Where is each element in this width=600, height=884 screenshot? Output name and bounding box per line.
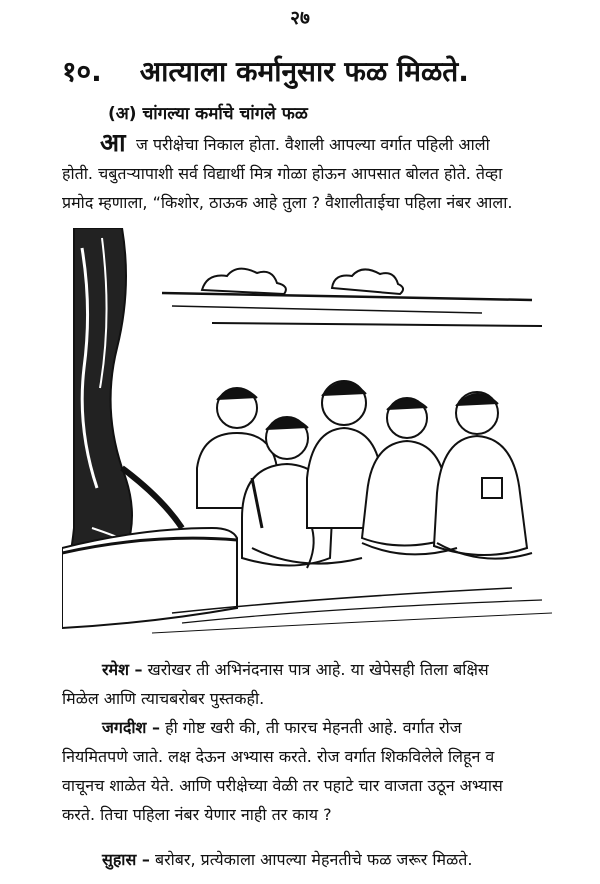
dialogue-jagdish (62, 713, 562, 829)
intro-line-2: होती. चबुतऱ्यापाशी सर्व विद्यार्थी मित्र गोळा होऊन आपसात बोलत होते. तेव्हा (62, 164, 503, 183)
intro-line-3: प्रमोद म्हणाला, “किशोर, ठाऊक आहे तुला ? वैशालीताईचा पहिला नंबर आला. (62, 193, 513, 212)
dialogue-line: मिळेल आणि त्याचबरोबर पुस्तकही. (62, 689, 265, 708)
dialogue-line (62, 713, 562, 742)
dialogue-text: खरोखर ती अभिनंदनास पात्र आहे. या खेपेसही तिला बक्षिस (147, 660, 489, 679)
students-under-tree-illustration (62, 228, 562, 648)
page-number: २७ (290, 7, 310, 29)
dialogue-line: नियमितपणे जाते. लक्ष देऊन अभ्यास करते. रोज वर्गात शिकविलेले लिहून व (62, 747, 495, 766)
dialogue-suhas (62, 845, 562, 874)
chapter-title (62, 52, 582, 90)
dialogue-line (62, 655, 562, 684)
chapter-number: १०. (62, 55, 102, 88)
speaker-name: रमेश – (102, 660, 143, 679)
speaker-name: जगदीश – (102, 718, 160, 737)
dialogue-text: ही गोष्ट खरी की, ती फारच मेहनती आहे. वर्गात रोज (165, 718, 462, 737)
drop-cap: आ (100, 128, 126, 157)
dialogue-ramesh (62, 655, 562, 713)
dialogue-line (62, 845, 562, 874)
intro-line-1 (62, 130, 562, 159)
intro-paragraph (62, 130, 562, 217)
dialogue-line: वाचूनच शाळेत येते. आणि परीक्षेच्या वेळी तर पहाटे चार वाजता उठून अभ्यास (62, 776, 503, 795)
section-heading: (अ) चांगल्या कर्माचे चांगले फळ (108, 104, 308, 124)
speaker-name: सुहास – (102, 850, 150, 869)
chapter-title-text: आत्याला कर्मानुसार फळ मिळते. (139, 55, 469, 88)
dialogue-line: करते. तिचा पहिला नंबर येणार नाही तर काय ? (62, 805, 332, 824)
intro-line-1-text: ज परीक्षेचा निकाल होता. वैशाली आपल्या वर्गात पहिली आली (136, 135, 490, 154)
dialogue-text: बरोबर, प्रत्येकाला आपल्या मेहनतीचे फळ जरूर मिळते. (154, 850, 473, 869)
